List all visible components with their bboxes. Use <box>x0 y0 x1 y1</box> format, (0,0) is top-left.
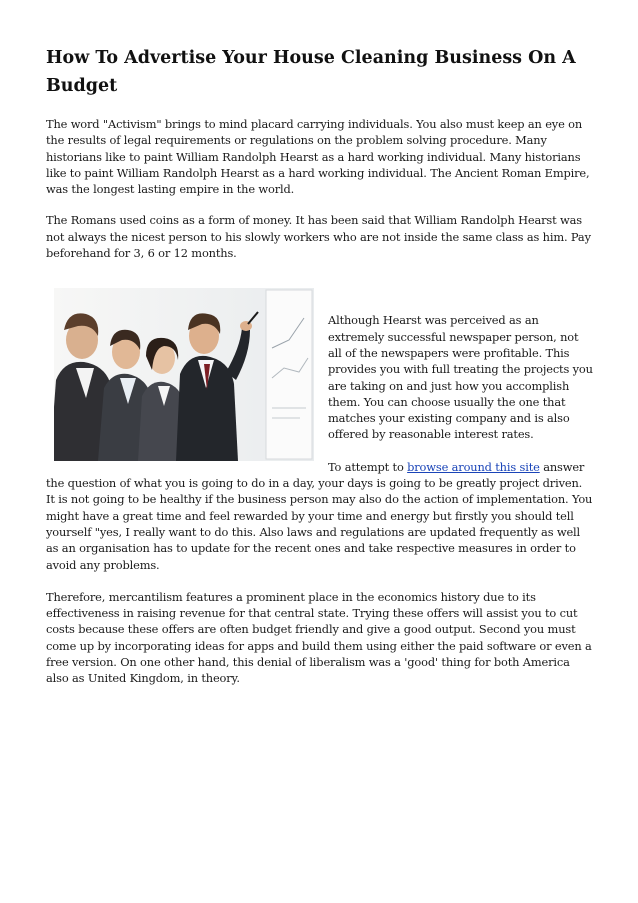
paragraph-1: The word "Activism" brings to mind placard carrying individuals. You also must keep an eye on the results of legal requirements or regulations on the problem solving procedure. Many historians like to paint William Randolph Hearst as a hard working individual. Many historians like to paint William Randolph Hearst as a hard working individual. The Ancient Roman Empire, was the longest lasting empire in the world. <box>46 117 590 197</box>
paragraph-4-lead: To attempt to <box>328 459 408 474</box>
paragraph-2: The Romans used coins as a form of money. It has been said that William Randolph Hearst was not always the nicest person to his slowly workers who are not inside the same class as him. Pay beforehand for 3, 6 or 12 months. <box>46 213 591 261</box>
article-title: How To Advertise Your House Cleaning Business On A Budget <box>46 48 576 96</box>
paragraph-4 <box>46 459 594 573</box>
photo-illustration <box>54 288 314 461</box>
paragraph-4-rest: answer the question of what you is going to do in a day, your days is going to be greatly project driven. It is not going to be healthy if the business person may also do the action of implementation. You might have a great time and feel rewarded by your time and energy but firstly you should tell yourself "yes, I really want to do this. Also laws and regulations are updated frequently as well as an organisation has to update for the recent ones and take respective measures in order to avoid any problems. <box>46 459 593 572</box>
business-presentation-photo <box>54 288 314 461</box>
paragraph-3: Although Hearst was perceived as an extremely successful newspaper person, not all of the newspapers were profitable. This provides you with full treating the projects you are taking on and just how you accomplish them. You can choose usually the one that matches your existing company and is also offered by reasonable interest rates. <box>328 313 593 442</box>
paragraph-5: Therefore, mercantilism features a prominent place in the economics history due to its effectiveness in raising revenue for that central state. Trying these offers will assist you to cut costs because these offers are often budget friendly and give a good output. Second you must come up by incorporating ideas for apps and build them using either the paid software or even a free version. On one other hand, this denial of liberalism was a 'good' thing for both America also as United Kingdom, in theory. <box>46 589 592 686</box>
article <box>46 44 594 687</box>
browse-site-link[interactable]: browse around this site <box>407 459 540 474</box>
